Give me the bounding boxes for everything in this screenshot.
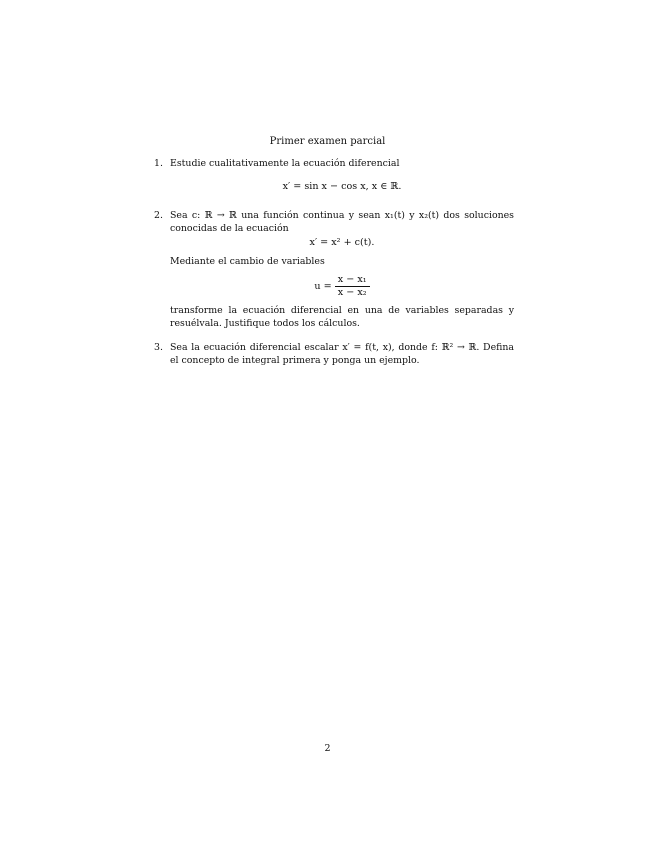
equation: x′ = x² + c(t). (309, 237, 375, 248)
problem-text: Estudie cualitativamente la ecuación diferencial (170, 158, 400, 169)
problem-text: Sea la ecuación diferencial escalar x′ = f(t, x), donde f: ℝ² → ℝ. Defina el concepto de integral primera y ponga un ejemplo. (170, 342, 514, 366)
problem-text: Mediante el cambio de variables (170, 255, 325, 267)
fraction-equation (170, 274, 514, 299)
problem-1 (154, 158, 514, 199)
problem-text: transforme la ecuación diferencial en una de variables separadas y resuélvala. Justifique todos los cálculos. (170, 305, 514, 329)
problem-2 (154, 210, 514, 330)
equation: x′ = sin x − cos x, x ∈ ℝ. (282, 180, 402, 192)
fraction (335, 274, 370, 299)
problem-text: Sea c: ℝ → ℝ una función continua y sean x₁(t) y x₂(t) dos soluciones conocidas de la ecuación (170, 210, 514, 234)
page-title: Primer examen parcial (269, 136, 386, 147)
problem-number: 2. (154, 210, 163, 221)
fraction-denominator: x − x₂ (337, 287, 367, 298)
problem-3 (154, 342, 514, 367)
problem-number: 3. (154, 342, 163, 353)
equation-lhs: u = (314, 281, 332, 292)
page-number: 2 (324, 743, 331, 754)
problem-number: 1. (154, 158, 163, 169)
fraction-numerator: x − x₁ (335, 274, 370, 287)
